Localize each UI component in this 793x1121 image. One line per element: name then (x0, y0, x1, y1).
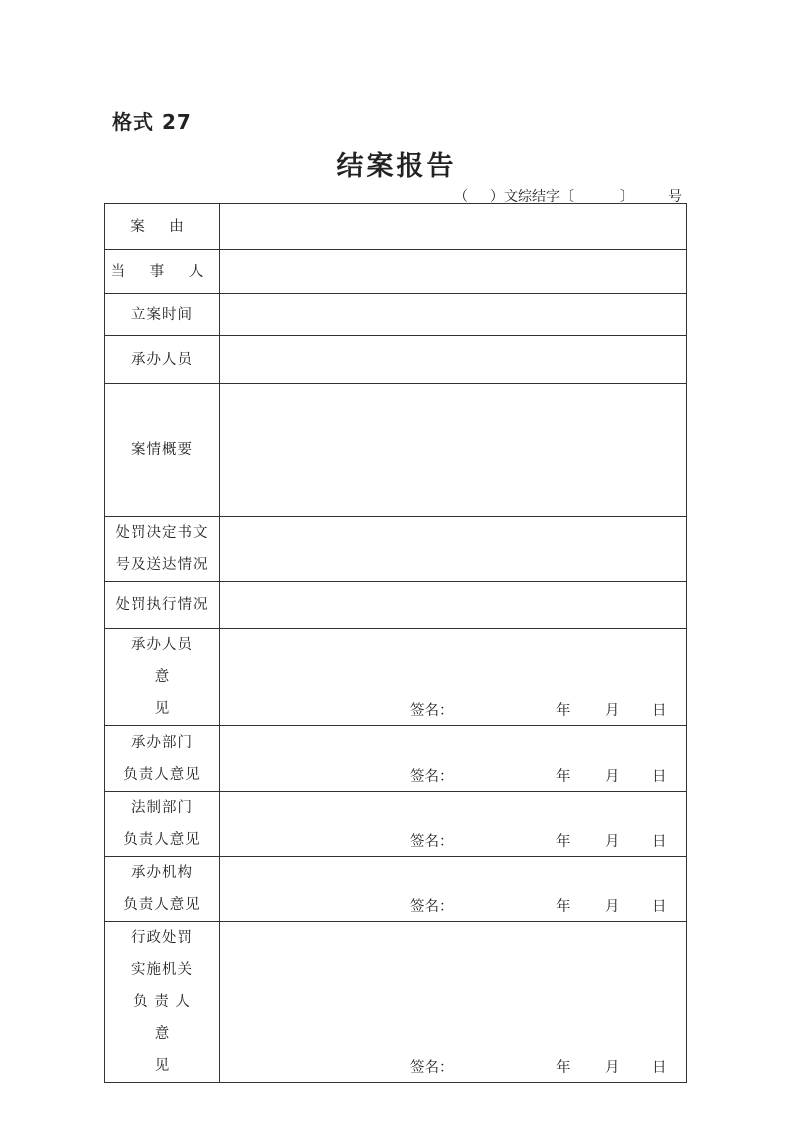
signature-label: 签名： (410, 769, 454, 785)
signature-label: 签名： (410, 899, 454, 915)
signature-day: 日 (652, 703, 667, 719)
signature-month: 月 (605, 769, 620, 785)
field-case-summary[interactable] (220, 384, 687, 517)
row-penalty-decision (105, 517, 687, 582)
row-filing-time (105, 294, 687, 336)
signature-month: 月 (605, 899, 620, 915)
label-authority-4: 意 见 (154, 1026, 198, 1074)
signature-label: 签名： (410, 703, 454, 719)
label-case-summary: 案情概要 (131, 442, 193, 458)
case-closure-form (104, 203, 687, 1083)
row-penalty-execution (105, 582, 687, 629)
label-handler-opinion-2: 意 见 (154, 669, 198, 717)
label-penalty-execution: 处罚执行情况 (115, 597, 209, 613)
label-authority-1: 行政处罚 (131, 930, 193, 946)
signature-line (220, 1056, 686, 1076)
row-agency-head-opinion (105, 857, 687, 922)
field-party[interactable] (220, 250, 687, 294)
signature-year: 年 (556, 769, 571, 785)
signature-line (220, 895, 686, 915)
label-handlers: 承办人员 (131, 351, 193, 368)
signature-month: 月 (605, 1060, 620, 1076)
label-legal-dept-2: 负责人意见 (123, 832, 201, 848)
row-party (105, 250, 687, 294)
field-case-reason[interactable] (220, 204, 687, 250)
doc-number-close-bracket: 〕 (620, 189, 634, 205)
signature-label: 签名： (410, 834, 454, 850)
label-case-reason: 案 由 (130, 218, 194, 235)
label-legal-dept-1: 法制部门 (131, 800, 193, 816)
signature-year: 年 (556, 899, 571, 915)
row-authority-head-opinion (105, 922, 687, 1083)
signature-line (220, 830, 686, 850)
signature-line (220, 765, 686, 785)
field-penalty-decision[interactable] (220, 517, 687, 582)
row-case-summary (105, 384, 687, 517)
doc-number-suffix: 号 (668, 189, 682, 205)
label-agency-head-2: 负责人意见 (123, 897, 201, 913)
field-authority-head-opinion[interactable] (220, 922, 687, 1083)
label-authority-2: 实施机关 (131, 962, 193, 978)
signature-day: 日 (652, 834, 667, 850)
signature-year: 年 (556, 1060, 571, 1076)
label-authority-3: 负 责 人 (133, 994, 191, 1010)
signature-day: 日 (652, 899, 667, 915)
row-legal-dept-opinion (105, 792, 687, 857)
field-dept-head-opinion[interactable] (220, 726, 687, 792)
format-label: 格式 27 (112, 110, 192, 134)
field-penalty-execution[interactable] (220, 582, 687, 629)
signature-day: 日 (652, 1060, 667, 1076)
signature-month: 月 (605, 834, 620, 850)
doc-number-prefix: ）文综结字〔 (490, 189, 574, 205)
signature-year: 年 (556, 703, 571, 719)
label-penalty-decision-1: 处罚决定书文 (115, 525, 209, 541)
signature-year: 年 (556, 834, 571, 850)
field-filing-time[interactable] (220, 294, 687, 336)
signature-line (220, 699, 686, 719)
label-agency-head-1: 承办机构 (131, 865, 193, 881)
row-dept-head-opinion (105, 726, 687, 792)
document-title: 结案报告 (336, 151, 457, 182)
label-handler-opinion-1: 承办人员 (131, 637, 193, 653)
label-dept-head-2: 负责人意见 (123, 766, 201, 783)
row-case-reason (105, 204, 687, 250)
field-agency-head-opinion[interactable] (220, 857, 687, 922)
row-handlers (105, 336, 687, 384)
field-handler-opinion[interactable] (220, 629, 687, 726)
label-filing-time: 立案时间 (131, 306, 193, 323)
label-dept-head-1: 承办部门 (131, 734, 193, 751)
field-handlers[interactable] (220, 336, 687, 384)
row-handler-opinion (105, 629, 687, 726)
label-penalty-decision-2: 号及送达情况 (115, 557, 209, 573)
field-legal-dept-opinion[interactable] (220, 792, 687, 857)
signature-day: 日 (652, 769, 667, 785)
signature-month: 月 (605, 703, 620, 719)
label-party: 当 事 人 (110, 263, 214, 280)
doc-number-open-paren: （ (454, 189, 468, 205)
signature-label: 签名： (410, 1060, 454, 1076)
